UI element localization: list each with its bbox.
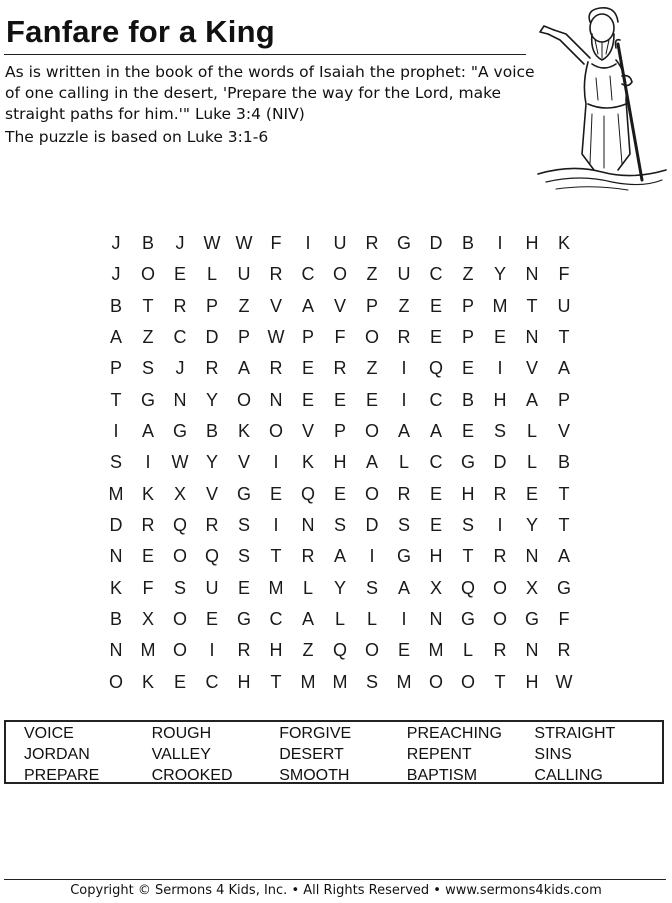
grid-letter[interactable]: S	[365, 671, 378, 692]
grid-letter[interactable]: E	[429, 327, 442, 348]
grid-letter[interactable]: Z	[142, 327, 154, 348]
grid-letter[interactable]: E	[269, 483, 282, 504]
grid-letter[interactable]: K	[141, 483, 154, 504]
grid-letter[interactable]: G	[236, 483, 251, 504]
grid-letter[interactable]: A	[333, 546, 346, 567]
grid-letter[interactable]: N	[301, 515, 315, 536]
grid-letter[interactable]: I	[401, 609, 407, 630]
grid-letter[interactable]: E	[301, 358, 314, 379]
grid-letter[interactable]: S	[141, 358, 154, 379]
grid-letter[interactable]: T	[558, 483, 570, 504]
grid-letter[interactable]: G	[396, 546, 411, 567]
grid-letter[interactable]: D	[109, 515, 123, 536]
grid-letter[interactable]: R	[493, 546, 507, 567]
grid-letter[interactable]: N	[525, 640, 539, 661]
grid-letter[interactable]: G	[396, 233, 411, 254]
grid-letter[interactable]: E	[525, 483, 538, 504]
grid-letter[interactable]: C	[429, 264, 443, 285]
word-bank-item: PREPARE	[24, 767, 100, 784]
grid-letter[interactable]: O	[364, 640, 379, 661]
grid-letter[interactable]: R	[141, 515, 155, 536]
word-bank-item: SMOOTH	[279, 767, 350, 784]
grid-letter[interactable]: V	[333, 295, 346, 316]
grid-letter[interactable]: P	[461, 295, 474, 316]
grid-letter[interactable]: H	[461, 483, 475, 504]
grid-letter[interactable]: Z	[462, 264, 474, 285]
grid-letter[interactable]: E	[397, 640, 410, 661]
grid-letter[interactable]: E	[461, 421, 474, 442]
grid-letter[interactable]: Y	[525, 515, 538, 536]
word-bank	[4, 720, 664, 784]
grid-letter[interactable]: H	[493, 389, 507, 410]
grid-letter[interactable]: I	[497, 358, 503, 379]
grid-letter[interactable]: K	[237, 421, 250, 442]
grid-letter[interactable]: R	[365, 233, 379, 254]
grid-letter[interactable]: C	[269, 609, 283, 630]
grid-letter[interactable]: W	[171, 452, 189, 473]
grid-letter[interactable]: I	[273, 515, 279, 536]
copyright-footer: Copyright © Sermons 4 Kids, Inc. • All Rights Reserved • www.sermons4kids.com	[70, 883, 602, 898]
grid-letter[interactable]: B	[205, 421, 218, 442]
grid-letter[interactable]: S	[461, 515, 474, 536]
grid-letter[interactable]: E	[333, 389, 346, 410]
grid-letter[interactable]: N	[525, 546, 539, 567]
grid-letter[interactable]: I	[401, 358, 407, 379]
grid-letter[interactable]: O	[492, 609, 507, 630]
grid-letter[interactable]: R	[333, 358, 347, 379]
grid-letter[interactable]: I	[401, 389, 407, 410]
word-bank-item: CROOKED	[151, 767, 233, 784]
grid-letter[interactable]: P	[333, 421, 346, 442]
grid-letter[interactable]: T	[110, 389, 122, 410]
grid-letter[interactable]: E	[173, 671, 186, 692]
grid-letter[interactable]: A	[557, 358, 570, 379]
grid-letter[interactable]: O	[492, 577, 507, 598]
grid-letter[interactable]: W	[235, 233, 253, 254]
grid-letter[interactable]: I	[305, 233, 311, 254]
grid-letter[interactable]: E	[461, 358, 474, 379]
grid-letter[interactable]: Z	[238, 295, 250, 316]
grid-letter[interactable]: N	[429, 609, 443, 630]
grid-letter[interactable]: P	[365, 295, 378, 316]
grid-letter[interactable]: H	[269, 640, 283, 661]
grid-letter[interactable]: N	[109, 640, 123, 661]
grid-letter[interactable]: Z	[366, 358, 378, 379]
grid-letter[interactable]: M	[492, 295, 508, 316]
grid-letter[interactable]: E	[429, 295, 442, 316]
grid-letter[interactable]: E	[301, 389, 314, 410]
grid-letter[interactable]: L	[334, 609, 345, 630]
grid-letter[interactable]: U	[237, 264, 251, 285]
word-bank-item: VOICE	[24, 725, 74, 742]
grid-letter[interactable]: O	[364, 483, 379, 504]
grid-letter[interactable]: Y	[333, 577, 346, 598]
grid-letter[interactable]: Q	[332, 640, 347, 661]
grid-letter[interactable]: E	[237, 577, 250, 598]
grid-letter[interactable]: A	[429, 421, 442, 442]
grid-letter[interactable]: I	[113, 421, 119, 442]
footer-divider	[4, 879, 666, 880]
grid-letter[interactable]: S	[109, 452, 122, 473]
grid-letter[interactable]: M	[332, 671, 348, 692]
grid-letter[interactable]: T	[270, 546, 282, 567]
grid-letter[interactable]: F	[270, 233, 282, 254]
grid-letter[interactable]: E	[429, 515, 442, 536]
grid-letter[interactable]: E	[205, 609, 218, 630]
grid-letter[interactable]: M	[396, 671, 412, 692]
grid-letter[interactable]: J	[175, 233, 185, 254]
grid-letter[interactable]: Y	[205, 452, 218, 473]
grid-letter[interactable]: V	[269, 295, 282, 316]
grid-letter[interactable]: R	[269, 264, 283, 285]
word-bank-item: BAPTISM	[406, 767, 478, 784]
grid-letter[interactable]: H	[525, 671, 539, 692]
grid-letter[interactable]: Z	[302, 640, 314, 661]
grid-letter[interactable]: O	[364, 421, 379, 442]
grid-letter[interactable]: R	[205, 515, 219, 536]
grid-letter[interactable]: G	[524, 609, 539, 630]
grid-letter[interactable]: J	[175, 358, 185, 379]
grid-letter[interactable]: E	[333, 483, 346, 504]
grid-letter[interactable]: Q	[204, 546, 219, 567]
grid-letter[interactable]: O	[172, 609, 187, 630]
grid-letter[interactable]: F	[334, 327, 346, 348]
grid-letter[interactable]: U	[397, 264, 411, 285]
grid-letter[interactable]: P	[557, 389, 570, 410]
grid-letter[interactable]: G	[556, 577, 571, 598]
grid-letter[interactable]: O	[236, 389, 251, 410]
word-bank-item: DESERT	[279, 746, 344, 763]
grid-letter[interactable]: U	[333, 233, 347, 254]
grid-letter[interactable]: T	[142, 295, 154, 316]
grid-letter[interactable]: A	[365, 452, 378, 473]
grid-letter[interactable]: E	[173, 264, 186, 285]
grid-letter[interactable]: N	[269, 389, 283, 410]
word-bank-item: VALLEY	[151, 746, 211, 763]
grid-letter[interactable]: N	[525, 327, 539, 348]
grid-letter[interactable]: T	[558, 515, 570, 536]
grid-letter[interactable]: B	[141, 233, 154, 254]
grid-letter[interactable]: R	[397, 483, 411, 504]
grid-letter[interactable]: R	[173, 295, 187, 316]
grid-letter[interactable]: Q	[172, 515, 187, 536]
grid-letter[interactable]: S	[365, 577, 378, 598]
grid-letter[interactable]: K	[141, 671, 154, 692]
grid-letter[interactable]: F	[142, 577, 154, 598]
grid-letter[interactable]: U	[205, 577, 219, 598]
word-bank-item: JORDAN	[24, 746, 90, 763]
grid-letter[interactable]: C	[301, 264, 315, 285]
grid-letter[interactable]: O	[140, 264, 155, 285]
grid-letter[interactable]: N	[525, 264, 539, 285]
grid-letter[interactable]: G	[172, 421, 187, 442]
grid-letter[interactable]: J	[111, 264, 121, 285]
word-bank-item: CALLING	[534, 767, 603, 784]
grid-letter[interactable]: S	[173, 577, 186, 598]
grid-letter[interactable]: D	[493, 452, 507, 473]
grid-letter[interactable]: A	[109, 327, 122, 348]
word-bank-item: FORGIVE	[279, 725, 352, 742]
grid-letter[interactable]: I	[145, 452, 151, 473]
grid-letter[interactable]: O	[268, 421, 283, 442]
grid-letter[interactable]: X	[173, 483, 186, 504]
grid-letter[interactable]: B	[109, 295, 122, 316]
grid-letter[interactable]: V	[237, 452, 250, 473]
grid-letter[interactable]: G	[460, 609, 475, 630]
page-title: Fanfare for a King	[6, 14, 275, 49]
grid-letter[interactable]: D	[429, 233, 443, 254]
grid-letter[interactable]: F	[558, 609, 570, 630]
grid-letter[interactable]: E	[493, 327, 506, 348]
grid-letter[interactable]: O	[172, 640, 187, 661]
grid-letter[interactable]: B	[461, 233, 474, 254]
grid-letter[interactable]: V	[301, 421, 314, 442]
grid-letter[interactable]: S	[237, 546, 250, 567]
grid-letter[interactable]: A	[301, 295, 314, 316]
grid-letter[interactable]: D	[365, 515, 379, 536]
word-bank-item: STRAIGHT	[534, 725, 616, 742]
grid-letter[interactable]: T	[462, 546, 474, 567]
grid-letter[interactable]: Y	[493, 264, 506, 285]
grid-letter[interactable]: A	[301, 609, 314, 630]
grid-letter[interactable]: Q	[428, 358, 443, 379]
grid-letter[interactable]: D	[205, 327, 219, 348]
grid-letter[interactable]: V	[557, 421, 570, 442]
grid-letter[interactable]: P	[237, 327, 250, 348]
grid-letter[interactable]: K	[557, 233, 570, 254]
grid-letter[interactable]: O	[428, 671, 443, 692]
grid-letter[interactable]: G	[460, 452, 475, 473]
grid-letter[interactable]: B	[461, 389, 474, 410]
grid-letter[interactable]: V	[205, 483, 218, 504]
word-bank-column	[407, 723, 535, 786]
grid-letter[interactable]: O	[332, 264, 347, 285]
grid-letter[interactable]: I	[497, 233, 503, 254]
grid-letter[interactable]: Q	[300, 483, 315, 504]
grid-letter[interactable]: A	[397, 421, 410, 442]
grid-letter[interactable]: Q	[460, 577, 475, 598]
grid-letter[interactable]: G	[140, 389, 155, 410]
grid-letter[interactable]: M	[428, 640, 444, 661]
grid-letter[interactable]: F	[558, 264, 570, 285]
grid-letter[interactable]: A	[557, 546, 570, 567]
word-bank-column	[152, 723, 280, 786]
grid-letter[interactable]: L	[206, 264, 217, 285]
grid-letter[interactable]: P	[205, 295, 218, 316]
grid-letter[interactable]: C	[429, 389, 443, 410]
grid-letter[interactable]: H	[429, 546, 443, 567]
grid-letter[interactable]: R	[205, 358, 219, 379]
grid-letter[interactable]: A	[397, 577, 410, 598]
grid-letter[interactable]: W	[203, 233, 221, 254]
grid-letter[interactable]: E	[365, 389, 378, 410]
scripture-verse: As is written in the book of the words of Isaiah the prophet: "A voice of one calling in the desert, 'Prepare the way for the Lord, make straight paths for him.'" Luke 3:4 (NIV)	[5, 63, 535, 123]
grid-letter[interactable]: B	[557, 452, 570, 473]
grid-letter[interactable]: L	[526, 452, 537, 473]
grid-letter[interactable]: T	[526, 295, 538, 316]
word-bank-column	[534, 723, 662, 786]
grid-letter[interactable]: M	[108, 483, 124, 504]
grid-letter[interactable]: X	[141, 609, 154, 630]
grid-letter[interactable]: S	[237, 515, 250, 536]
grid-letter[interactable]: B	[109, 609, 122, 630]
grid-letter[interactable]: I	[497, 515, 503, 536]
grid-letter[interactable]: R	[557, 640, 571, 661]
puzzle-basis-note: The puzzle is based on Luke 3:1-6	[5, 128, 269, 146]
grid-letter[interactable]: H	[333, 452, 347, 473]
grid-letter[interactable]: E	[429, 483, 442, 504]
grid-letter[interactable]: Z	[398, 295, 410, 316]
grid-letter[interactable]: A	[237, 358, 250, 379]
grid-letter[interactable]: C	[429, 452, 443, 473]
word-bank-column	[279, 723, 407, 786]
grid-letter[interactable]: Z	[366, 264, 378, 285]
grid-letter[interactable]: L	[398, 452, 409, 473]
grid-letter[interactable]: H	[237, 671, 251, 692]
grid-letter[interactable]: R	[493, 640, 507, 661]
grid-letter[interactable]: T	[270, 671, 282, 692]
grid-letter[interactable]: U	[557, 295, 571, 316]
grid-letter[interactable]: K	[109, 577, 122, 598]
word-bank-column	[24, 723, 152, 786]
grid-letter[interactable]: S	[493, 421, 506, 442]
grid-letter[interactable]: P	[461, 327, 474, 348]
word-bank-item: ROUGH	[151, 725, 212, 742]
grid-letter[interactable]: L	[366, 609, 377, 630]
grid-letter[interactable]: O	[460, 671, 475, 692]
grid-letter[interactable]: T	[558, 327, 570, 348]
grid-letter[interactable]: S	[333, 515, 346, 536]
grid-letter[interactable]: N	[109, 546, 123, 567]
grid-letter[interactable]: L	[462, 640, 473, 661]
grid-letter[interactable]: L	[526, 421, 537, 442]
grid-letter[interactable]: V	[525, 358, 538, 379]
grid-letter[interactable]: A	[525, 389, 538, 410]
word-bank-item: SINS	[534, 746, 572, 763]
grid-letter[interactable]: N	[173, 389, 187, 410]
grid-letter[interactable]: E	[141, 546, 154, 567]
grid-letter[interactable]: J	[111, 233, 121, 254]
grid-letter[interactable]: R	[493, 483, 507, 504]
grid-letter[interactable]: I	[209, 640, 215, 661]
grid-letter[interactable]: M	[268, 577, 284, 598]
grid-letter[interactable]: M	[140, 640, 156, 661]
grid-letter[interactable]: R	[269, 358, 283, 379]
grid-letter[interactable]: G	[236, 609, 251, 630]
grid-letter[interactable]: O	[172, 546, 187, 567]
grid-letter[interactable]: X	[429, 577, 442, 598]
word-bank-item: PREACHING	[406, 725, 502, 742]
prophet-john-the-baptist-illustration	[532, 4, 672, 192]
grid-letter[interactable]: M	[300, 671, 316, 692]
grid-letter[interactable]: O	[108, 671, 123, 692]
grid-letter[interactable]: P	[109, 358, 122, 379]
grid-letter[interactable]: L	[302, 577, 313, 598]
grid-letter[interactable]: C	[173, 327, 187, 348]
grid-letter[interactable]: W	[555, 671, 573, 692]
grid-letter[interactable]: R	[237, 640, 251, 661]
grid-letter[interactable]: I	[369, 546, 375, 567]
grid-letter[interactable]: Y	[205, 389, 218, 410]
grid-letter[interactable]: K	[301, 452, 314, 473]
word-bank-item: REPENT	[406, 746, 472, 763]
title-underline	[4, 54, 526, 55]
grid-letter[interactable]: H	[525, 233, 539, 254]
grid-letter[interactable]: R	[397, 327, 411, 348]
grid-letter[interactable]: A	[141, 421, 154, 442]
word-search-grid[interactable]	[100, 228, 580, 698]
grid-letter[interactable]: O	[364, 327, 379, 348]
grid-letter[interactable]: X	[525, 577, 538, 598]
grid-letter[interactable]: S	[397, 515, 410, 536]
grid-letter[interactable]: C	[205, 671, 219, 692]
grid-letter[interactable]: I	[273, 452, 279, 473]
grid-letter[interactable]: P	[301, 327, 314, 348]
grid-letter[interactable]: W	[267, 327, 285, 348]
grid-letter[interactable]: T	[494, 671, 506, 692]
grid-letter[interactable]: R	[301, 546, 315, 567]
